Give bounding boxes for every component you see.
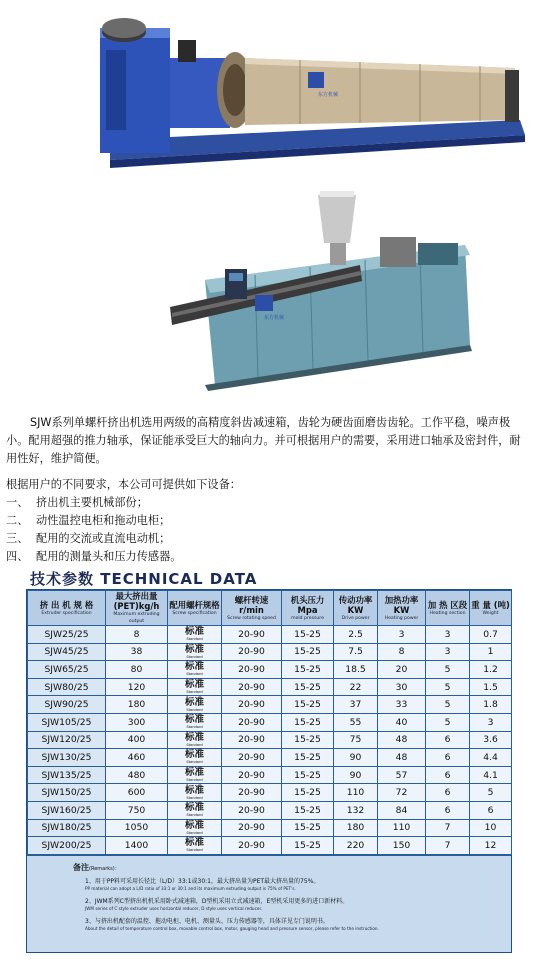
remark-zh: 3、与挤出机配套的温控、拖动电柜、电机、测量头、压力传感器等，具体详见专门说明书。	[85, 917, 329, 925]
remark-zh: 2、JWM系列C型挤出机机采用卧式减速箱，D型机采用立式减速箱，E型机采用更多的进口新材料。	[85, 897, 349, 905]
equipment-item-num: 三、	[6, 532, 29, 545]
table-cell: SJW105/25	[28, 713, 106, 731]
table-cell: 20-90	[222, 713, 282, 731]
table-cell: 6	[426, 784, 470, 802]
screw-spec-cn: 标准	[184, 626, 204, 638]
table-cell: 7	[426, 837, 470, 855]
table-cell: 15-25	[282, 713, 334, 731]
remarks-title	[73, 862, 120, 873]
screw-spec-en: Standard	[186, 672, 203, 677]
screw-spec-en: Standard	[186, 707, 203, 712]
table-cell: 220	[334, 837, 378, 855]
table-cell: 6	[426, 749, 470, 767]
screw-spec-cell	[168, 766, 222, 784]
table-cell: 15-25	[282, 749, 334, 767]
column-header-cn: 加热功率 KW	[384, 594, 419, 615]
table-cell: SJW160/25	[28, 801, 106, 819]
equipment-item-2	[6, 512, 170, 528]
column-header	[106, 591, 168, 626]
table-row	[28, 837, 512, 855]
table-cell: 48	[378, 731, 426, 749]
table-cell: 480	[106, 766, 168, 784]
table-cell: 15-25	[282, 801, 334, 819]
table-cell: 132	[334, 801, 378, 819]
table-cell: 120	[106, 678, 168, 696]
table-cell: 15-25	[282, 643, 334, 661]
table-cell: 0.7	[470, 626, 512, 644]
intro-lead: 根据用户的不同要求，本公司可提供如下设备：	[6, 478, 241, 491]
equipment-item-num: 二、	[6, 514, 29, 527]
table-cell: 80	[106, 661, 168, 679]
table-body	[28, 626, 512, 855]
table-cell: 6	[426, 766, 470, 784]
column-header-cn: 配用螺杆规格	[169, 599, 220, 610]
table-cell: 600	[106, 784, 168, 802]
table-cell: 15-25	[282, 819, 334, 837]
screw-spec-cell	[168, 749, 222, 767]
table-row	[28, 678, 512, 696]
equipment-item-1	[6, 494, 148, 510]
screw-spec-cell	[168, 731, 222, 749]
remarks-box	[27, 855, 511, 952]
screw-spec-cn: 标准	[184, 731, 204, 743]
screw-spec-cell	[168, 661, 222, 679]
column-header	[282, 591, 334, 626]
screw-spec-en: Standard	[186, 813, 203, 818]
table-cell: 20-90	[222, 661, 282, 679]
table-cell: 10	[470, 819, 512, 837]
table-cell: 20-90	[222, 643, 282, 661]
table-cell: 4.1	[470, 766, 512, 784]
screw-spec-cell	[168, 784, 222, 802]
column-header-en: Weight	[482, 610, 499, 616]
table-cell: 400	[106, 731, 168, 749]
remark-en: PP material can adopt a L/D ratio of 33:1 or 30:1 and its maximum extruding output is 75% of PET's.	[85, 885, 296, 891]
screw-spec-cn: 标准	[184, 819, 204, 831]
table-cell: 180	[334, 819, 378, 837]
equipment-item-num: 一、	[6, 496, 29, 509]
table-cell: 110	[378, 819, 426, 837]
table-cell: 15-25	[282, 678, 334, 696]
table-cell: 6	[426, 731, 470, 749]
screw-spec-cn: 标准	[184, 837, 204, 849]
table-cell: 15-25	[282, 696, 334, 714]
column-header	[426, 591, 470, 626]
column-header-en: Drive power	[341, 615, 370, 621]
table-row	[28, 643, 512, 661]
equipment-item-4	[6, 548, 181, 564]
table-row	[28, 661, 512, 679]
equipment-item-num: 四、	[6, 550, 29, 563]
table-cell: 1.8	[470, 696, 512, 714]
table-row	[28, 801, 512, 819]
table-cell: 30	[378, 678, 426, 696]
table-cell: 18.5	[334, 661, 378, 679]
table-cell: 55	[334, 713, 378, 731]
table-cell: 5	[470, 784, 512, 802]
table-row	[28, 696, 512, 714]
extruder-photo-bottom	[0, 185, 535, 400]
column-header-en: Maximum extruding output	[113, 612, 160, 624]
table-cell: 1	[470, 643, 512, 661]
table-cell: 72	[378, 784, 426, 802]
extruder-photo-top	[0, 0, 535, 180]
table-cell: 20-90	[222, 696, 282, 714]
column-header	[470, 591, 512, 626]
table-cell: SJW90/25	[28, 696, 106, 714]
column-header-cn: 加 热 区段	[427, 599, 468, 610]
table-cell: 1.5	[470, 678, 512, 696]
table-cell: 40	[378, 713, 426, 731]
table-cell: 5	[426, 678, 470, 696]
column-header-cn: 螺杆转速 r/min	[234, 594, 269, 615]
screw-spec-cell	[168, 819, 222, 837]
table-cell: SJW135/25	[28, 766, 106, 784]
table-cell: 3	[426, 643, 470, 661]
table-row	[28, 626, 512, 644]
table-cell: SJW180/25	[28, 819, 106, 837]
column-header-en: mold pressure	[291, 615, 324, 621]
screw-spec-cell	[168, 713, 222, 731]
remarks-title-en: (Remarks)：	[89, 865, 120, 872]
remark-en: JWM series of C style extruder uses horizontal reducer, D style uses vertical reducer.	[85, 905, 263, 911]
intro-paragraph: SJW系列单螺杆挤出机选用两级的高精度斜齿减速箱，齿轮为硬齿面磨齿齿轮。工作平稳，噪声极小。配用超强的推力轴承，保证能承受巨大的轴向力。并可根据用户的需要，采用进口轴承及密封件，耐用性好，维护简便。	[6, 416, 521, 465]
screw-spec-en: Standard	[186, 778, 203, 783]
table-cell: 2.5	[334, 626, 378, 644]
table-cell: 5	[426, 713, 470, 731]
table-cell: 15-25	[282, 661, 334, 679]
table-cell: 4.4	[470, 749, 512, 767]
table-cell: 15-25	[282, 784, 334, 802]
table-cell: 8	[378, 643, 426, 661]
table-cell: 3	[470, 713, 512, 731]
screw-spec-en: Standard	[186, 830, 203, 835]
table-cell: 20-90	[222, 766, 282, 784]
table-cell: 300	[106, 713, 168, 731]
table-cell: 90	[334, 766, 378, 784]
table-cell: 1.2	[470, 661, 512, 679]
screw-spec-en: Standard	[186, 848, 203, 853]
table-cell: 750	[106, 801, 168, 819]
table-row	[28, 784, 512, 802]
table-cell: 7	[426, 819, 470, 837]
column-header-cn: 挤 出 机 规 格	[39, 599, 94, 610]
table-cell: 90	[334, 749, 378, 767]
table-cell: 3	[426, 626, 470, 644]
column-header-en: Screw rotating speed	[227, 615, 276, 621]
table-cell: 6	[470, 801, 512, 819]
table-cell: 15-25	[282, 626, 334, 644]
column-header-cn: 最大挤出量(PET)kg/h	[113, 591, 160, 611]
section-title: 技术参数 TECHNICAL DATA	[30, 570, 258, 588]
table-cell: SJW65/25	[28, 661, 106, 679]
column-header-cn: 机头压力 Mpa	[290, 594, 325, 615]
table-cell: 20-90	[222, 801, 282, 819]
column-header-en: Screw specification	[172, 610, 217, 616]
logo-text-top: 东方机械	[318, 92, 339, 98]
table-cell: 15-25	[282, 837, 334, 855]
screw-spec-en: Standard	[186, 725, 203, 730]
table-row	[28, 819, 512, 837]
table-cell: 22	[334, 678, 378, 696]
table-cell: 8	[106, 626, 168, 644]
table-cell: 84	[378, 801, 426, 819]
screw-spec-cell	[168, 678, 222, 696]
screw-spec-cn: 标准	[184, 714, 204, 726]
column-header	[378, 591, 426, 626]
table-cell: SJW120/25	[28, 731, 106, 749]
remark-item-2	[85, 898, 495, 912]
table-cell: 180	[106, 696, 168, 714]
table-cell: 20-90	[222, 819, 282, 837]
equipment-item-text: 配用的交流或直流电动机；	[36, 532, 171, 545]
logo-text-bottom: 东方机械	[264, 315, 285, 321]
table-cell: SJW200/25	[28, 837, 106, 855]
screw-spec-en: Standard	[186, 742, 203, 747]
table-cell: 20-90	[222, 784, 282, 802]
table-cell: 48	[378, 749, 426, 767]
table-cell: 33	[378, 696, 426, 714]
table-cell: 57	[378, 766, 426, 784]
table-row	[28, 731, 512, 749]
screw-spec-cell	[168, 643, 222, 661]
table-cell: 75	[334, 731, 378, 749]
table-row	[28, 713, 512, 731]
table-cell: 15-25	[282, 731, 334, 749]
table-cell: 110	[334, 784, 378, 802]
table-row	[28, 749, 512, 767]
table-cell: 150	[378, 837, 426, 855]
screw-spec-cn: 标准	[184, 643, 204, 655]
column-header-cn: 传动功率 KW	[338, 594, 373, 615]
equipment-item-3	[6, 530, 170, 546]
screw-spec-en: Standard	[186, 637, 203, 642]
table-header-row	[28, 591, 512, 626]
table-cell: 3.6	[470, 731, 512, 749]
remark-en: About the detail of temperature control box, movable control box, motor, gauging head and pressure sensor, please refer to the instruction.	[85, 925, 379, 931]
column-header	[28, 591, 106, 626]
remarks-title-cn: 备注	[73, 862, 89, 872]
equipment-item-text: 动性温控电柜和拖动电柜；	[36, 514, 171, 527]
screw-spec-cn: 标准	[184, 767, 204, 779]
table-cell: 460	[106, 749, 168, 767]
screw-spec-en: Standard	[186, 654, 203, 659]
screw-spec-en: Standard	[186, 760, 203, 765]
table-cell: 1400	[106, 837, 168, 855]
screw-spec-cn: 标准	[184, 679, 204, 691]
table-cell: 15-25	[282, 766, 334, 784]
table-cell: 20-90	[222, 731, 282, 749]
table-cell: 1050	[106, 819, 168, 837]
equipment-item-text: 挤出机主要机械部份；	[36, 496, 148, 509]
table-cell: SJW150/25	[28, 784, 106, 802]
screw-spec-cn: 标准	[184, 802, 204, 814]
table-cell: 6	[426, 801, 470, 819]
table-cell: SJW130/25	[28, 749, 106, 767]
table-cell: 37	[334, 696, 378, 714]
table-cell: 20-90	[222, 749, 282, 767]
table-row	[28, 766, 512, 784]
screw-spec-cell	[168, 801, 222, 819]
table-cell: 20-90	[222, 678, 282, 696]
column-header-en: Heating power	[384, 615, 419, 621]
screw-spec-cn: 标准	[184, 696, 204, 708]
remark-zh: 1、用于PP料可采用长径比（L/D）33:1或30:1，最大挤出量为PET最大挤出量的75%。	[85, 877, 320, 885]
table-cell: 5	[426, 661, 470, 679]
table-cell: 5	[426, 696, 470, 714]
remark-item-1	[85, 878, 495, 892]
table-cell: 12	[470, 837, 512, 855]
column-header	[222, 591, 282, 626]
screw-spec-cell	[168, 626, 222, 644]
table-cell: 7.5	[334, 643, 378, 661]
table-cell: SJW80/25	[28, 678, 106, 696]
column-header-en: Extruder specification	[41, 610, 92, 616]
remark-item-3	[85, 918, 495, 932]
column-header	[168, 591, 222, 626]
screw-spec-cn: 标准	[184, 749, 204, 761]
table-cell: 38	[106, 643, 168, 661]
screw-spec-en: Standard	[186, 795, 203, 800]
table-cell: 20-90	[222, 837, 282, 855]
screw-spec-cn: 标准	[184, 661, 204, 673]
equipment-item-text: 配用的测量头和压力传感器。	[36, 550, 182, 563]
technical-data-table	[26, 589, 512, 953]
table-cell: SJW25/25	[28, 626, 106, 644]
screw-spec-cell	[168, 837, 222, 855]
column-header	[334, 591, 378, 626]
table-cell: 20-90	[222, 626, 282, 644]
table-cell: SJW45/25	[28, 643, 106, 661]
table-cell: 20	[378, 661, 426, 679]
column-header-cn: 重 量 (吨)	[471, 599, 510, 610]
screw-spec-cell	[168, 696, 222, 714]
column-header-en: Heating section	[429, 610, 466, 616]
table-cell: 3	[378, 626, 426, 644]
screw-spec-cn: 标准	[184, 784, 204, 796]
screw-spec-en: Standard	[186, 690, 203, 695]
